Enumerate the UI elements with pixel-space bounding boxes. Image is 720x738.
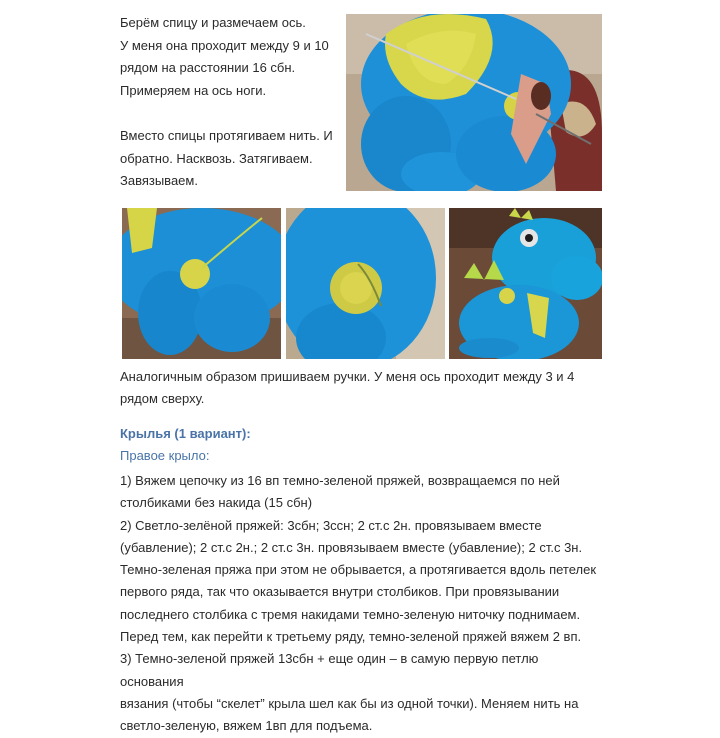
intro-line: Примеряем на ось ноги. (120, 82, 267, 98)
photo-finished-dinosaur (449, 208, 602, 359)
instruction-line: Перед тем, как перейти к третьему ряду, темно-зеленой пряжей вяжем 2 вп. (120, 629, 582, 645)
intro-line: Берём спицу и размечаем ось. (120, 15, 306, 30)
photo-caption (120, 366, 600, 410)
section-title: Крылья (1 вариант): (120, 426, 251, 441)
photo-leg-attachment (346, 14, 602, 191)
instruction-line: первого ряда, так что оказывается внутри столбиков. При провязывании (120, 584, 560, 600)
intro-line: Вместо спицы протягиваем нить. И (120, 128, 333, 143)
intro-line: рядом на расстоянии 16 сбн. (120, 60, 296, 75)
instruction-line: (убавление); 2 ст.с 2н.; 2 ст.с 3н. провязываем вместе (убавление); 2 ст.с 3н. (120, 539, 583, 555)
section-subtitle: Правое крыло: (120, 448, 210, 463)
photo-arm-sewing (122, 208, 281, 359)
caption-line: Аналогичным образом пришиваем ручки. У меня ось проходит между 3 и 4 (120, 369, 575, 384)
instruction-line: 1) Вяжем цепочку из 16 вп темно-зеленой пряжей, возвращаемся по ней (120, 473, 560, 488)
intro-line: обратно. Насквозь. Затягиваем. (120, 150, 313, 166)
photo-arm-closeup (286, 208, 445, 359)
instructions (120, 470, 604, 738)
instruction-line: 3) Темно-зеленой пряжей 13сбн + еще один – в самую первую петлю основания (120, 651, 539, 689)
instruction-line: Темно-зеленая пряжа при этом не обрывается, а протягивается вдоль петелек (120, 562, 597, 578)
instruction-line: столбиками без накида (15 сбн) (120, 495, 313, 511)
instruction-line: последнего столбика с тремя накидами темно-зеленую ниточку поднимаем. (120, 606, 581, 622)
intro-line: У меня она проходит между 9 и 10 (120, 37, 329, 53)
caption-line: рядом сверху. (120, 391, 205, 406)
instruction-line: вязания (чтобы “скелет” крыла шел как бы из одной точки). Меняем нить на (120, 695, 579, 711)
instruction-line: светло-зеленую, вяжем 1вп для подъема. (120, 718, 373, 734)
instruction-line: 2) Светло-зелёной пряжей: 3сбн; 3ссн; 2 ст.с 2н. провязываем вместе (120, 517, 542, 533)
intro-text (120, 12, 342, 193)
intro-line: Завязываем. (120, 173, 198, 188)
